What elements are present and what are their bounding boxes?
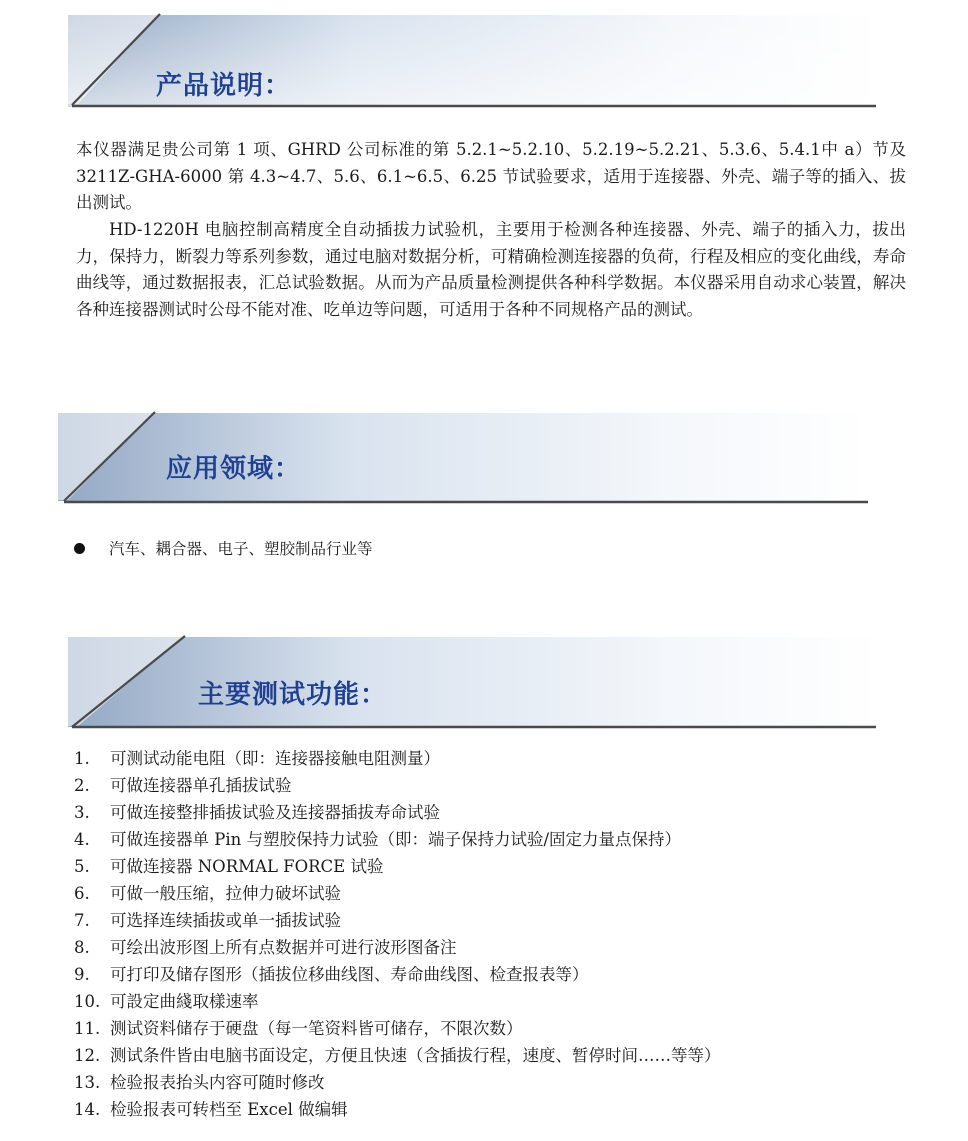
list-item [74,826,721,853]
item-text: 测试资料储存于硬盘（每一笔资料皆可储存，不限次数） [110,1019,523,1038]
list-item [74,1069,721,1096]
item-number: 11. [74,1019,101,1038]
item-number: 3. [74,803,90,822]
item-number: 9. [74,965,90,984]
item-number: 4. [74,830,90,849]
section-title-functions: 主要测试功能： [198,680,388,710]
item-text: 可绘出波形图上所有点数据并可进行波形图备注 [110,938,457,957]
section-banner-functions [68,632,880,732]
item-number: 6. [74,884,90,903]
item-text: 检验报表可转档至 Excel 做编辑 [110,1100,348,1119]
item-number: 1. [74,749,90,768]
list-item [74,745,721,772]
item-number: 10. [74,992,101,1011]
item-number: 8. [74,938,90,957]
list-item [74,988,721,1015]
banner-background [68,632,880,732]
list-item [74,1015,721,1042]
list-item [74,1096,721,1123]
item-number: 13. [74,1073,101,1092]
description-paragraph-1: 本仪器满足贵公司第 1 项、GHRD 公司标准的第 5.2.1~5.2.10、5.2.19~5.2.21、5.3.6、5.4.1中 a）节及 3211Z-GHA-6000 第 4.3~4.7、5.6、6.1~6.5、6.25 节试验要求，适用于连接器、外壳、端子等的插入、拔出测试。 [76,140,906,212]
application-list-item [74,537,373,559]
list-item [74,934,721,961]
list-item [74,772,721,799]
item-text: 可选择连续插拔或单一插拔试验 [110,911,341,930]
item-text: 可做连接整排插拔试验及连接器插拔寿命试验 [110,803,440,822]
item-text: 可测试动能电阻（即：连接器接触电阻测量） [110,749,440,768]
list-item [74,880,721,907]
item-text: 可做连接器单孔插拔试验 [110,776,292,795]
item-number: 12. [74,1046,101,1065]
section-title-applications: 应用领域： [166,454,302,484]
item-number: 2. [74,776,90,795]
list-item [74,961,721,988]
item-text: 检验报表抬头内容可随时修改 [110,1073,325,1092]
description-paragraph-2: HD-1220H 电脑控制高精度全自动插拔力试验机，主要用于检测各种连接器、外壳、端子的插入力，拔出力，保持力，断裂力等系列参数，通过电脑对数据分析，可精确检测连接器的负荷，行程及相应的变化曲线，寿命曲线等，通过数据报表，汇总试验数据。从而为产品质量检测提供各种科学数据。本仪器采用自动求心装置，解决各种连接器测试时公母不能对准、吃单边等问题，可适用于各种不同规格产品的测试。 [76,220,906,319]
item-number: 7. [74,911,90,930]
list-item [74,853,721,880]
list-item [74,799,721,826]
section-banner-description [68,12,880,112]
section-banner-applications [58,410,870,510]
application-text: 汽车、耦合器、电子、塑胶制品行业等 [109,540,373,558]
section-title-description: 产品说明： [156,71,292,101]
item-text: 可設定曲綫取樣速率 [110,992,259,1011]
item-text: 可打印及储存图形（插拔位移曲线图、寿命曲线图、检查报表等） [110,965,589,984]
item-number: 14. [74,1100,101,1119]
item-text: 测试条件皆由电脑书面设定，方便且快速（含插拔行程，速度、暂停时间……等等） [110,1046,721,1065]
item-text: 可做一般压缩，拉伸力破坏试验 [110,884,341,903]
list-item [74,1042,721,1069]
item-text: 可做连接器单 Pin 与塑胶保持力试验（即：端子保持力试验/固定力量点保持） [110,830,682,849]
function-list [74,745,721,1123]
list-item [74,907,721,934]
item-number: 5. [74,857,90,876]
item-text: 可做连接器 NORMAL FORCE 试验 [110,857,384,876]
bullet-icon [74,543,85,554]
